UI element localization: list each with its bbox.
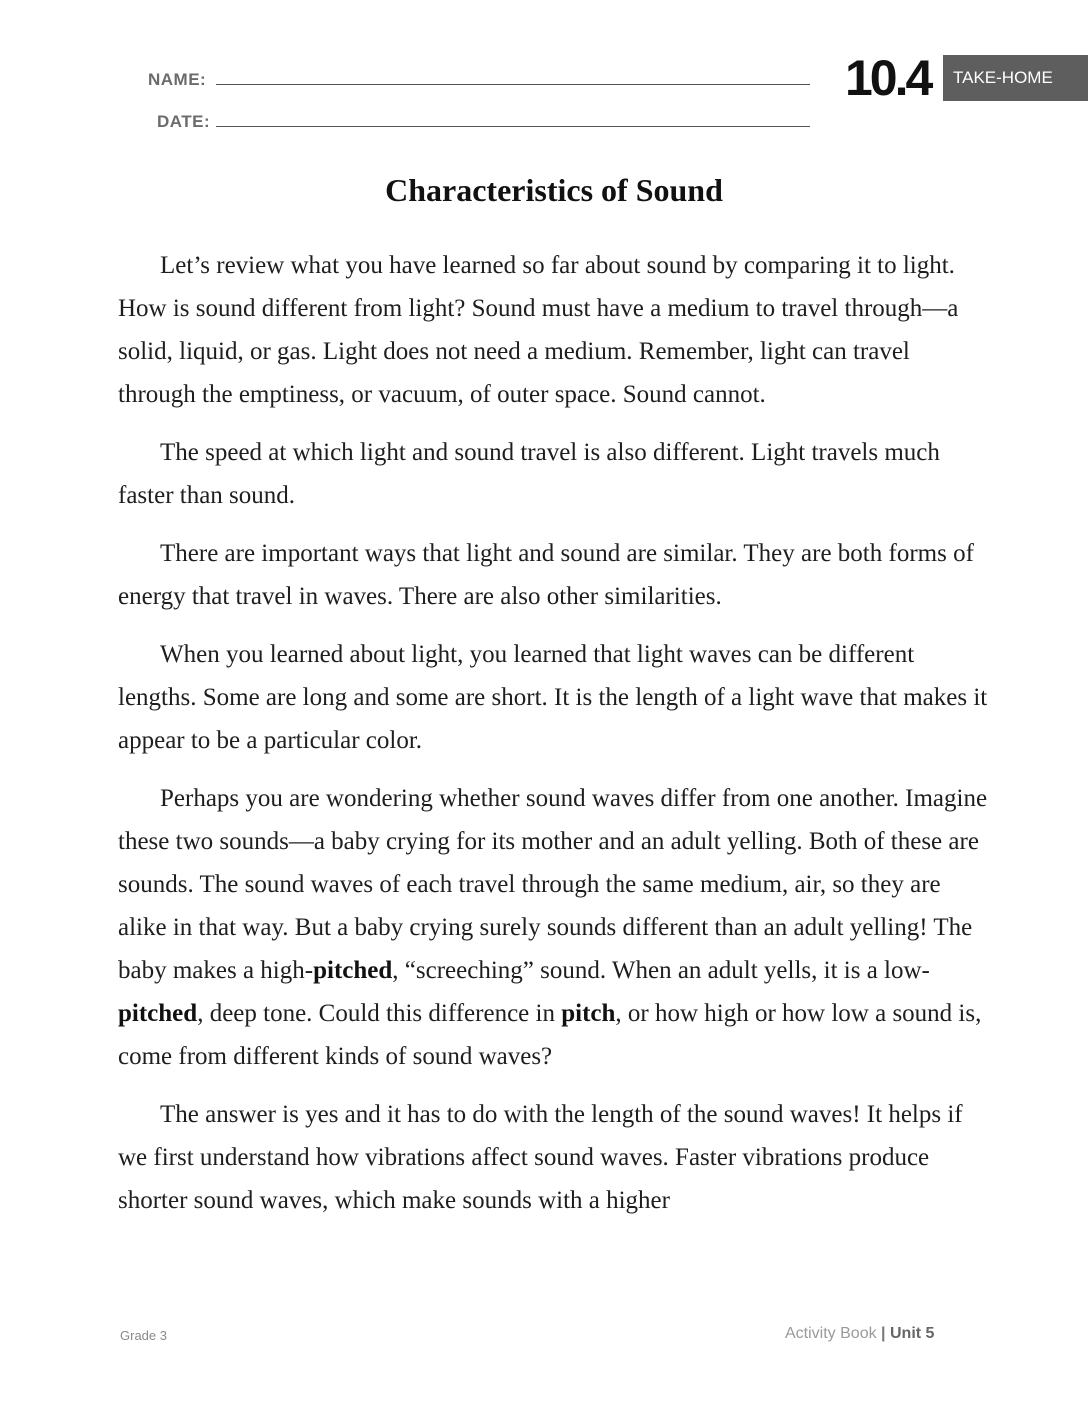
footer-book-unit [785, 1325, 934, 1343]
footer-grade: Grade 3 [120, 1328, 167, 1343]
vocab-term: pitch [561, 1000, 616, 1027]
paragraph-text: , “screeching” sound. When an adult yells, it is a low- [392, 957, 930, 984]
paragraph [118, 431, 990, 517]
vocab-term: pitched [118, 1000, 198, 1027]
paragraph-text: , deep tone. Could this difference in [197, 1000, 562, 1027]
footer-book: Activity Book [785, 1325, 877, 1342]
article-body [118, 244, 990, 1237]
footer-separator: | [881, 1325, 886, 1342]
paragraph-text: , or how high or how low a sound is, come from different kinds of sound waves? [118, 1000, 982, 1070]
paragraph-text: The speed at which light and sound travel is also different. Light travels much faster than sound. [118, 439, 940, 509]
paragraph [118, 633, 990, 762]
vocab-term: pitched [313, 957, 393, 984]
name-label: NAME: [148, 70, 207, 89]
paragraph [118, 244, 990, 416]
page-title: Characteristics of Sound [385, 172, 723, 208]
footer-unit: Unit 5 [889, 1325, 935, 1342]
paragraph-text: There are important ways that light and sound are similar. They are both forms of energy that travel in waves. There are also other similarities. [118, 540, 974, 610]
paragraph [118, 532, 990, 618]
date-line [216, 126, 810, 127]
paragraph [118, 777, 990, 1078]
paragraph-text: Perhaps you are wondering whether sound waves differ from one another. Imagine these two sounds—a baby crying for its mother and an adult yelling. Both of these are sounds. The sound waves of each travel through the same medium, air, so they are alike in that way. But a baby crying surely sounds different than an adult yelling! The baby makes a high- [118, 785, 988, 984]
date-label: DATE: [157, 112, 211, 131]
paragraph [118, 1093, 990, 1222]
take-home-badge: TAKE-HOME [943, 55, 1088, 101]
name-line [216, 84, 810, 85]
paragraph-text: When you learned about light, you learned that light waves can be different lengths. Some are long and some are short. It is the length of a light wave that makes it appear to be a particular color. [118, 641, 988, 754]
paragraph-text: The answer is yes and it has to do with the length of the sound waves! It helps if we first understand how vibrations affect sound waves. Faster vibrations produce shorter sound waves, which make sounds with a higher [118, 1101, 963, 1214]
lesson-number: 10.4 [845, 50, 931, 106]
paragraph-text: Let’s review what you have learned so far about sound by comparing it to light. How is sound different from light? Sound must have a medium to travel through—a solid, liquid, or gas. Light does not need a medium. Remember, light can travel through the emptiness, or vacuum, of outer space. Sound cannot. [118, 252, 959, 408]
